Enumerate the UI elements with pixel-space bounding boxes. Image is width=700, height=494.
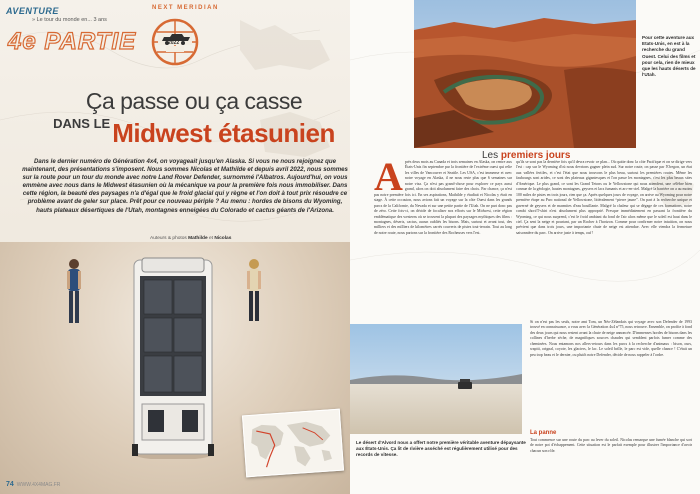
alvord-desert-photo: [350, 324, 522, 434]
folio-site: WWW.4X4MAG.FR: [16, 482, 61, 488]
person-left: [64, 258, 84, 330]
headline-dans: DANS LE: [53, 116, 111, 131]
subsection-title: La panne: [530, 430, 557, 436]
logo-year: 2022: [168, 40, 180, 46]
right-page: [350, 0, 700, 494]
body-column-3: Si on n'est pas les seuls, notre ami Tom, un Néo-Zélandais qui voyage avec son Defender de 1993 trouvé en connaissance, a vous avec la Génération 4x4 n°75, nous retrouve. Ensemble, on profite à fond des deux jours qui nous restent avant la chute de neige annoncée. D'immenses hordes de bisons dans les collines d'herbe sèche, de magnifiques sources chaudes qui semblent parfois fumer comme des cheminées. Nous entamons nos allers-retours dans les parcs à la recherche d'animaux : bison, ours, wapiti, orignal, coyote, les glaciers, le lac. Le soleil brille, le parc est vide, quelle chance ! C'était un peu trop beau et le dernier, ou plutôt notre Defender, décide de nous rappeler à l'ordre.: [530, 320, 692, 357]
body-column-4: Tout commence sur une route du parc au lever du soleil. Nicolas remarque une fumée blanche qui sort de notre pot d'échappement. Cette situation est le parfait exemple pour illustrer l'importance d'avoir chacun son rôle.: [530, 438, 692, 453]
credit-prefix: Auteurs & photos: [150, 236, 187, 241]
rubric-label: AVENTURE: [6, 6, 59, 16]
route-map-inset: [242, 409, 344, 478]
logo-top-text: NEXT MERIDIAN: [152, 5, 219, 11]
headline-line-2: [44, 116, 344, 149]
headline-line-1: Ça passe ou ça casse: [85, 88, 303, 114]
canyon-photo: [414, 0, 636, 148]
defender-truck-top-view: [132, 254, 214, 459]
article-headline: [44, 88, 344, 149]
author-credit: [150, 236, 231, 241]
folio-number: 74: [6, 481, 14, 488]
hero-photo-caption: Pour cette aventure aux Etats-Unis, en est à la recherche du grand Ouest. Celui des films et pour cela, rien de mieux que les hauts déserts de l'Utah.: [642, 35, 696, 78]
rubric-subtitle: » Le tour du monde en... 3 ans: [32, 17, 107, 23]
part-label: 4e PARTIE: [8, 28, 137, 55]
body-column-1-text: près deux mois au Canada et trois semaines en Alaska, on rentre aux États-Unis fin septembre par la frontière de l'extrême ouest qui relie les villes de Vancouver et Seattle. Les USA, c'est immense et avec notre voyage en Alaska, il ne nous reste plus que 6 semaines sur notre visa. Ça n'est pas grand-chose pour explorer ce pays aussi grand, alors on doit absolument faire des choix. Par chance, ça n'est pas notre première fois ici. En ses aspirations, Mathilde y étudiait et Nicolas y était en stage. À cette occasion, nous avions fait un voyage sur la côte Ouest dans les grands parcs de la Californie, du Nevada et sur une petite partie de l'Utah. On ne part donc pas de zéro. Cette fois-ci, on décide de focaliser nos efforts sur le Midwest, cette région emblématique des westerns où se trouvent la plupart des paysages mythiques des films : montagnes, déserts, cactus, aucun oubliés les bisons. Mais, surtout et avant tout, des milliers et des milliers de kilomètres carrés couverts de pistes tout-terrain. Tout au long de notre route, nous partons sur la frontière des Rocheuses vers l'est.: [374, 160, 512, 235]
section-title-prefix: Les: [482, 150, 499, 161]
drop-cap: A: [374, 154, 403, 199]
headline-midwest: Midwest étasunien: [112, 118, 335, 148]
section-title-accent: premiers jours: [500, 150, 571, 161]
page-folio: [6, 481, 60, 488]
desert-photo-caption: Le désert d'Alvord nous a offert notre première véritable aventure dépaysante aux États-Unis. Ça lit de rivière asséché est régulièrement utilisé pour des records de vitesse.: [356, 440, 526, 458]
credit-name-2: Nicolas: [214, 236, 232, 241]
credit-name-1: Mathilde: [188, 236, 208, 241]
person-right: [244, 258, 264, 330]
body-column-1: [374, 154, 512, 236]
next-meridian-logo: [142, 6, 208, 72]
body-column-2: qu'ils se sont pas la dernière fois qu'il devra revoir ce plan... Où quitte donc la côte Pacifique et on se dirige vers l'est : cap sur le Wyoming d'où nous devrions gagner plein sud. Sur notre route, on passe par l'Oregon, un état aux vallées fertiles, et c'est l'état que nous trouvons le plus beau, surtout les premières routes. Même les faubourgs sont arides, ce sont des plateaux gigantesques et l'on passe les montagnes, c'est les plus beaux sites d'Amérique. Le plus grand, ce sont les Grand Tetons ou le Yellowstone qui nous attendent, une célèbre bien connue de la géologie, hautes montagnes, geysers et lacs fumants et arc-en-ciel. Malgré la barrière on a au moins 100 miles de pistes en trois jours, rien que ça. Après quelques jours de voyage, on arrive au Wyoming pour notre première étape au Parc national de Yellowstone, littéralement “pierre jaune”. On part à la recherche unique et gaverné de geysers et de marmites d'eau bouillante. Malgré la chaleur qui se dégage de ces formations, notre combi short/T-shirt n'est absolument plus approprié. Presque immédiatement en passant la frontière du Wyoming, ce qui nous surprend, c'est le froid ambiant du fond de l'air alors même que le soleil est haut dans le ciel. Ça sent la neige et pourtant, par un Rocher à l'horizon. Comme pour confirmer notre intuition, on nous prévient que dans trois jours, une importante chute de neige est attendue. Avec elle viendra la fermeture saisonnière du parc. On arrive juste à temps, ouf !: [516, 160, 692, 235]
credit-and: et: [208, 236, 213, 241]
article-standfirst: Dans le dernier numéro de Génération 4x4, on voyageait jusqu'en Alaska. Si vous ne nous rejoignez que maintenant, des présentations s'imposent. Nous sommes Nicolas et Mathilde et depuis avril 2022, nous sommes sur la route pour un tour du monde avec notre Land Rover Defender, surnommé l'Albatros. Aujourd'hui, on vous emmène avec nous dans le Midwest étasunien où la mécanique va pour la première fois nous immobiliser. Dans cette région, la beauté des paysages n'a d'égal que le froid glacial qui y règne et l'on doit à tout prix résoudre ce problème avant de geler sur place. Prêt pour ce nouveau périple ? Au menu : hordes de bisons du Wyoming, hauts plateaux désertiques de l'Utah, montagnes enneigées du Colorado et cactus géants de l'Arizona.: [22, 158, 348, 214]
